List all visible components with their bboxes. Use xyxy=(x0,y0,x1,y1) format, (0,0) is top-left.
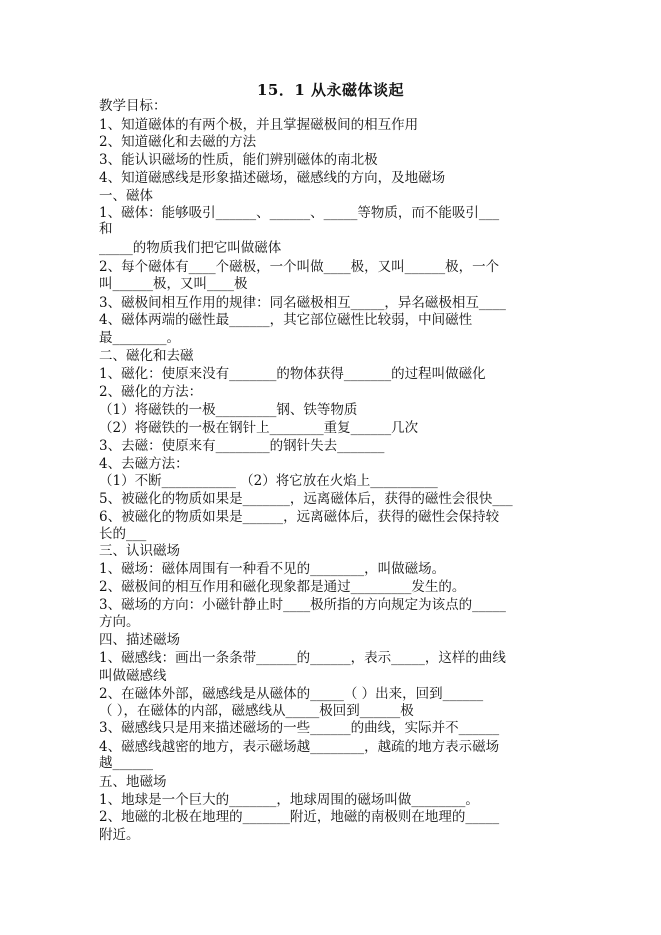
text-line: 5、被磁化的物质如果是_______，远离磁体后，获得的磁性会很快___ xyxy=(99,491,513,507)
text-line: 教学目标： xyxy=(99,98,167,114)
text-line: 4、知道磁感线是形象描述磁场，磁感线的方向，及地磁场 xyxy=(99,170,446,186)
text-line: 附近。 xyxy=(99,827,140,843)
text-line: 2、磁化的方法： xyxy=(99,384,203,400)
text-line: 4、磁感线越密的地方，表示磁场越________，越疏的地方表示磁场 xyxy=(99,739,500,755)
text-line: （1）将磁铁的一极_________钢、铁等物质 xyxy=(99,402,358,418)
text-line: 3、磁场的方向：小磁针静止时____极所指的方向规定为该点的_____ xyxy=(99,597,506,613)
text-line: 1、地球是一个巨大的_______，地球周围的磁场叫做________。 xyxy=(99,792,479,808)
section-heading: 二、磁化和去磁 xyxy=(99,348,194,364)
text-line: 方向。 xyxy=(99,614,140,630)
text-line: 6、被磁化的物质如果是______，远离磁体后，获得的磁性会保持较 xyxy=(99,509,500,525)
section-heading: 五、地磁场 xyxy=(99,774,167,790)
text-line: 2、磁极间的相互作用和磁化现象都是通过_________发生的。 xyxy=(99,579,466,595)
text-line: 叫做磁感线 xyxy=(99,668,167,684)
text-line: 最________。 xyxy=(99,330,180,346)
text-line: _____的物质我们把它叫做磁体 xyxy=(99,240,282,256)
text-line: 3、能认识磁场的性质，能们辨别磁体的南北极 xyxy=(99,152,378,168)
page-title: 15．1 从永磁体谈起 xyxy=(256,81,405,99)
text-line: （1）不断___________ （2）将它放在火焰上__________ xyxy=(99,473,438,489)
text-line: 2、知道磁化和去磁的方法 xyxy=(99,134,257,150)
text-line: 4、磁体两端的磁性最______，其它部位磁性比较弱，中间磁性 xyxy=(99,312,473,328)
text-line: 3、去磁：使原来有________的钢针失去_______ xyxy=(99,438,385,454)
text-line: （2）将磁铁的一极在钢针上________重复______几次 xyxy=(99,420,419,436)
text-line: （ ），在磁体的内部，磁感线从_____极回到______极 xyxy=(99,703,414,719)
text-line: 1、磁场：磁体周围有一种看不见的________，叫做磁场。 xyxy=(99,561,446,577)
text-line: 2、在磁体外部，磁感线是从磁体的_____（ ）出来，回到______ xyxy=(99,686,484,702)
text-line: 长的___ xyxy=(99,526,147,542)
section-heading: 三、认识磁场 xyxy=(99,543,180,559)
section-heading: 一、磁体 xyxy=(99,188,153,204)
text-line: 3、磁感线只是用来描述磁场的一些______的曲线，实际并不______ xyxy=(99,720,500,736)
text-line: 1、磁感线：画出一条条带______的______，表示_____，这样的曲线 xyxy=(99,650,506,666)
text-line: 3、磁极间相互作用的规律：同名磁极相互_____，异名磁极相互____ xyxy=(99,295,506,311)
text-line: 2、地磁的北极在地理的_______附近，地磁的南极则在地理的_____ xyxy=(99,809,500,825)
text-line: 越______ xyxy=(99,755,153,771)
text-line: 1、磁化：使原来没有_______的物体获得_______的过程叫做磁化 xyxy=(99,366,486,382)
text-line: 和 xyxy=(99,221,113,237)
text-line: 叫______极，又叫____极 xyxy=(99,276,248,292)
text-line: 1、磁体：能够吸引______、______、_____等物质，而不能吸引___ xyxy=(99,205,500,221)
section-heading: 四、描述磁场 xyxy=(99,632,180,648)
text-line: 4、去磁方法： xyxy=(99,456,189,472)
text-line: 2、每个磁体有____个磁极，一个叫做____极，又叫______极，一个 xyxy=(99,259,500,275)
text-line: 1、知道磁体的有两个极，并且掌握磁极间的相互作用 xyxy=(99,117,419,133)
